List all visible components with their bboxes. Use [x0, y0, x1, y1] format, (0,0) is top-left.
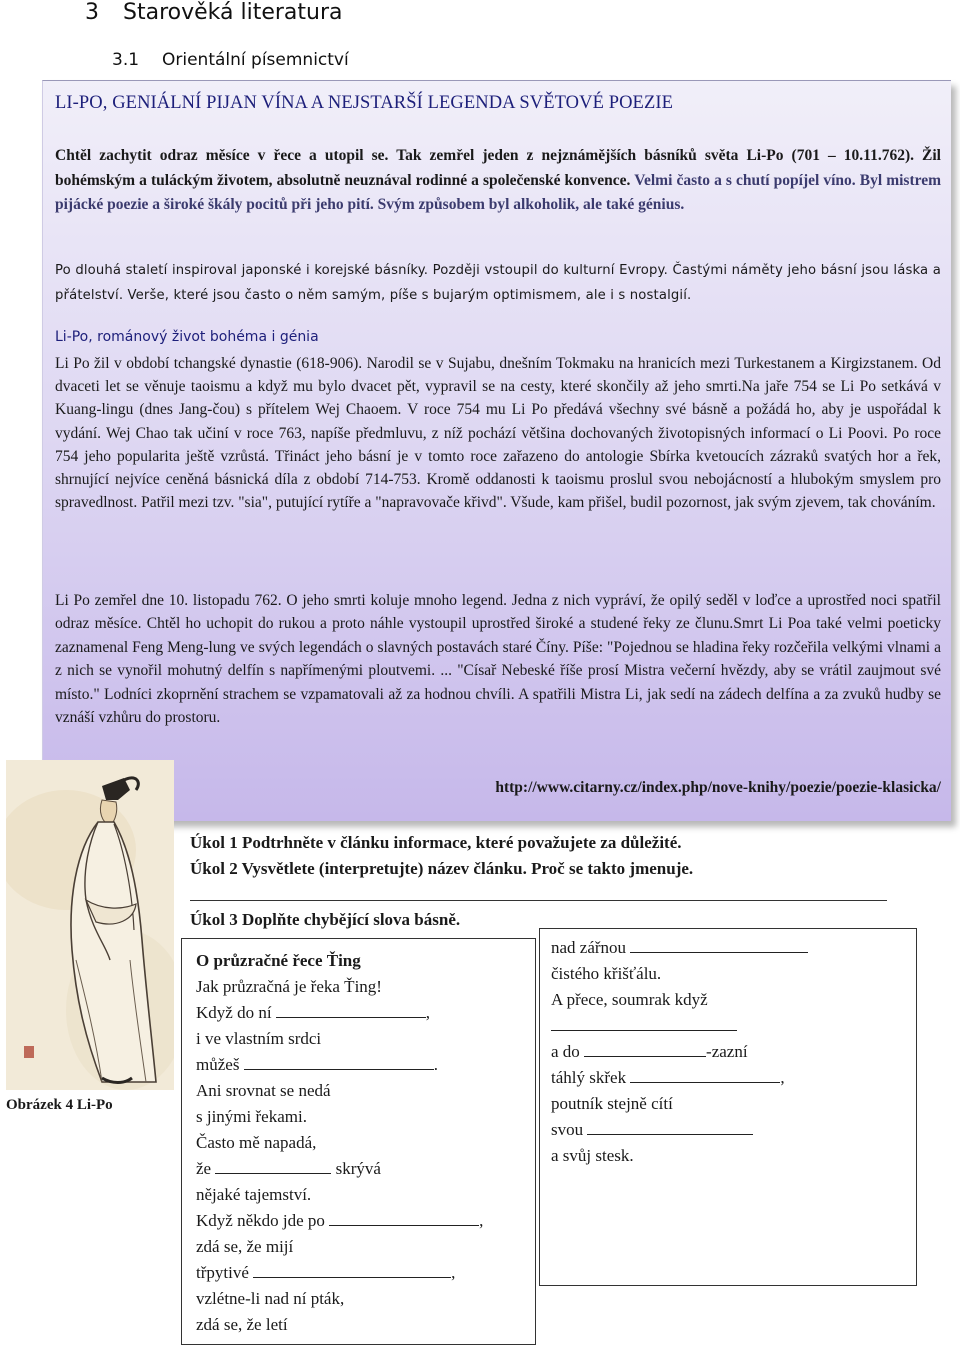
poem-line	[196, 1156, 483, 1182]
poem-line	[551, 1039, 808, 1065]
article-paragraph-death: Li Po zemřel dne 10. listopadu 762. O jeho smrti koluje mnoho legend. Jedna z nich vypráví, že opilý seděl v loďce a uprostřed noci spatřil odraz měsíce. Chtěl ho uchopit do rukou a proto náhle vystoupil uprostřed široké a studené řeky ze člunu.Smrt Li Poa také velmi poeticky zaznamenal Feng Meng-lung ve svých legendách o slavných postavách staré Číny. Píše: "Pojednou se hladina řeky rozčeřila velkými vlnami a z nich se vynořil mohutný delfín s napřímenými ploutvemi. ... "Císař Nebeské říše prosí Mistra večerní hvězdy, aby se vrátil zaujmout své místo." Lodníci zkoprnění strachem se vzpamatovali až za hodnou chvíli. A spatřili Mistra Li, jak sedí na zádech delfína a za zvuků hudby se vznáší vzhůru do prostoru.	[55, 592, 941, 727]
blank-field[interactable]	[630, 937, 808, 953]
poem-line-text: Když do ní	[196, 1003, 272, 1022]
poem-line: Jak průzračná je řeka Ťing!	[196, 977, 382, 996]
poem-line: vzlétne-li nad ní pták,	[196, 1289, 345, 1308]
chapter-heading	[85, 0, 342, 25]
source-link[interactable]: http://www.citarny.cz/index.php/nove-knihy/poezie/poezie-klasicka/	[495, 779, 941, 796]
poem-line: zdá se, že letí	[196, 1315, 288, 1334]
intro-text: Chtěl zachytit odraz měsíce v řece a utopil se. Tak zemřel jeden z nejznámějších básníků světa Li-Po (701 – 10.11.762). Žil bohémským a tuláckým životem, absolutně neuznával rodinné a společenské konvence.	[55, 147, 941, 189]
blank-field[interactable]	[587, 1119, 753, 1135]
poem-line-text: svou	[551, 1120, 584, 1139]
task-2: Úkol 2 Vysvětlete (interpretujte) název článku. Proč se takto jmenuje.	[190, 859, 694, 878]
article-intro	[55, 144, 941, 218]
task-3: Úkol 3 Doplňte chybějící slova básně.	[190, 910, 461, 929]
poem-line-text: že	[196, 1159, 212, 1178]
poem-line: i ve vlastním srdci	[196, 1029, 322, 1048]
article-paragraph-influence: Po dlouhá staletí inspiroval japonské i korejské básníky. Později vstoupil do kulturní Evropy. Častými náměty jeho básní jsou láska a přátelství. Verše, které jsou často o něm samým, píše s bujarým optimismem, ale i s nostalgií.	[55, 263, 941, 303]
poem-line	[551, 1013, 808, 1039]
chapter-number: 3	[85, 0, 99, 25]
poem-line: A přece, soumrak když	[551, 990, 708, 1009]
poem-line: táhlý skřek ,	[551, 1068, 785, 1087]
poem-line: Ani srovnat se nedá	[196, 1081, 331, 1100]
poem-line: nějaké tajemství.	[196, 1185, 312, 1204]
poem-line-text: -zazní	[706, 1042, 748, 1061]
blank-field[interactable]	[276, 1002, 426, 1018]
poem-line: a svůj stesk.	[551, 1146, 634, 1165]
poem-line	[551, 1117, 808, 1143]
poem-line: třpytivé ,	[196, 1263, 456, 1282]
poem-line: Často mě napadá,	[196, 1133, 317, 1152]
blank-field[interactable]	[244, 1054, 434, 1070]
answer-line[interactable]	[190, 900, 887, 901]
article-paragraph-life: Li Po žil v období tchangské dynastie (618-906). Narodil se v Sujabu, dnešním Tokmaku na hranicích mezi Turkestanem a Kirgizstanem. Od dvaceti let se věnuje taoismu a když mu bylo dvacet pět, vypravil se na cesty, které skončily až jeho smrti.Na jaře 754 se Li Po setkává v Kuang-lingu (dnes Jang-čou) s přítelem Wej Chaoem. V roce 754 mu Li Po předává všechny své básně a požádá ho, aby je uspořádal k vydání. Wej Chao tak učiní v roce 763, napíše předmluvu, z níž pochází většina dochovaných životopisných informací o Li Poovi. Po roce 754 jeho popularita ještě vzrůstá. Třináct jeho básní je v tomto roce zařazeno do antologie Sbírka kvetoucích zázraků svatých hor a řek, shrnující nejvíce ceněná básnická díla z období 714-753. Kromě oddanosti k taoismu proslul svou nebojácností a hlubokým smyslem pro spravedlnost. Patřil mezi tzv. "sia", putující rytíře a "napravovače křivd". Všude, kam přišel, budil pozornost, jak svým zjevem, tak chováním.	[55, 355, 941, 512]
poem-line: Když do ní ,	[196, 1003, 431, 1022]
section-heading	[112, 50, 349, 70]
poem-line	[551, 935, 808, 961]
poem-line-text: třpytivé	[196, 1263, 249, 1282]
intro-text-continued: Velmi často a s chutí popíjel víno. Byl mistrem pijácké poezie a široké škály pocitů při jeho pití. Svým způsobem byl alkoholik, ale také génius.	[55, 171, 941, 214]
section-number: 3.1	[112, 50, 140, 70]
poem-line: poutník stejně cítí	[551, 1094, 673, 1113]
poem-line-text: nad zářnou	[551, 938, 627, 957]
poem-line-text: a do	[551, 1042, 580, 1061]
poem-line: čistého křišťálu.	[551, 964, 662, 983]
figure-caption: Obrázek 4 Li-Po	[6, 1097, 113, 1113]
blank-field[interactable]	[584, 1041, 706, 1057]
poem-box-right	[539, 928, 917, 1286]
article-box	[42, 80, 951, 821]
blank-field[interactable]	[329, 1210, 479, 1226]
poem-line: Když někdo jde po ,	[196, 1211, 484, 1230]
chapter-title: Starověká literatura	[123, 0, 343, 25]
blank-field[interactable]	[215, 1158, 331, 1174]
blank-field[interactable]	[630, 1067, 780, 1083]
poem-line-text: můžeš	[196, 1055, 240, 1074]
poem-title: O průzračné řece Ťing	[196, 951, 361, 970]
portrait-drawing	[6, 760, 174, 1090]
article-subtitle: Li-Po, románový život bohéma i génia	[55, 329, 319, 345]
poem-line: s jinými řekami.	[196, 1107, 307, 1126]
task-1: Úkol 1 Podtrhněte v článku informace, které považujete za důležité.	[190, 833, 682, 852]
article-title: LI-PO, GENIÁLNÍ PIJAN VÍNA A NEJSTARŠÍ LEGENDA SVĚTOVÉ POEZIE	[55, 93, 674, 113]
poem-line-text: skrývá	[335, 1159, 381, 1178]
poem-line-text: táhlý skřek	[551, 1068, 627, 1087]
poem-line: můžeš .	[196, 1055, 438, 1074]
poem-line: zdá se, že mijí	[196, 1237, 294, 1256]
blank-field[interactable]	[253, 1262, 451, 1278]
poem-line-text: Když někdo jde po	[196, 1211, 325, 1230]
blank-field[interactable]	[551, 1015, 737, 1031]
li-po-portrait	[6, 760, 174, 1090]
poem-box-left	[181, 938, 536, 1345]
section-title: Orientální písemnictví	[162, 50, 349, 70]
